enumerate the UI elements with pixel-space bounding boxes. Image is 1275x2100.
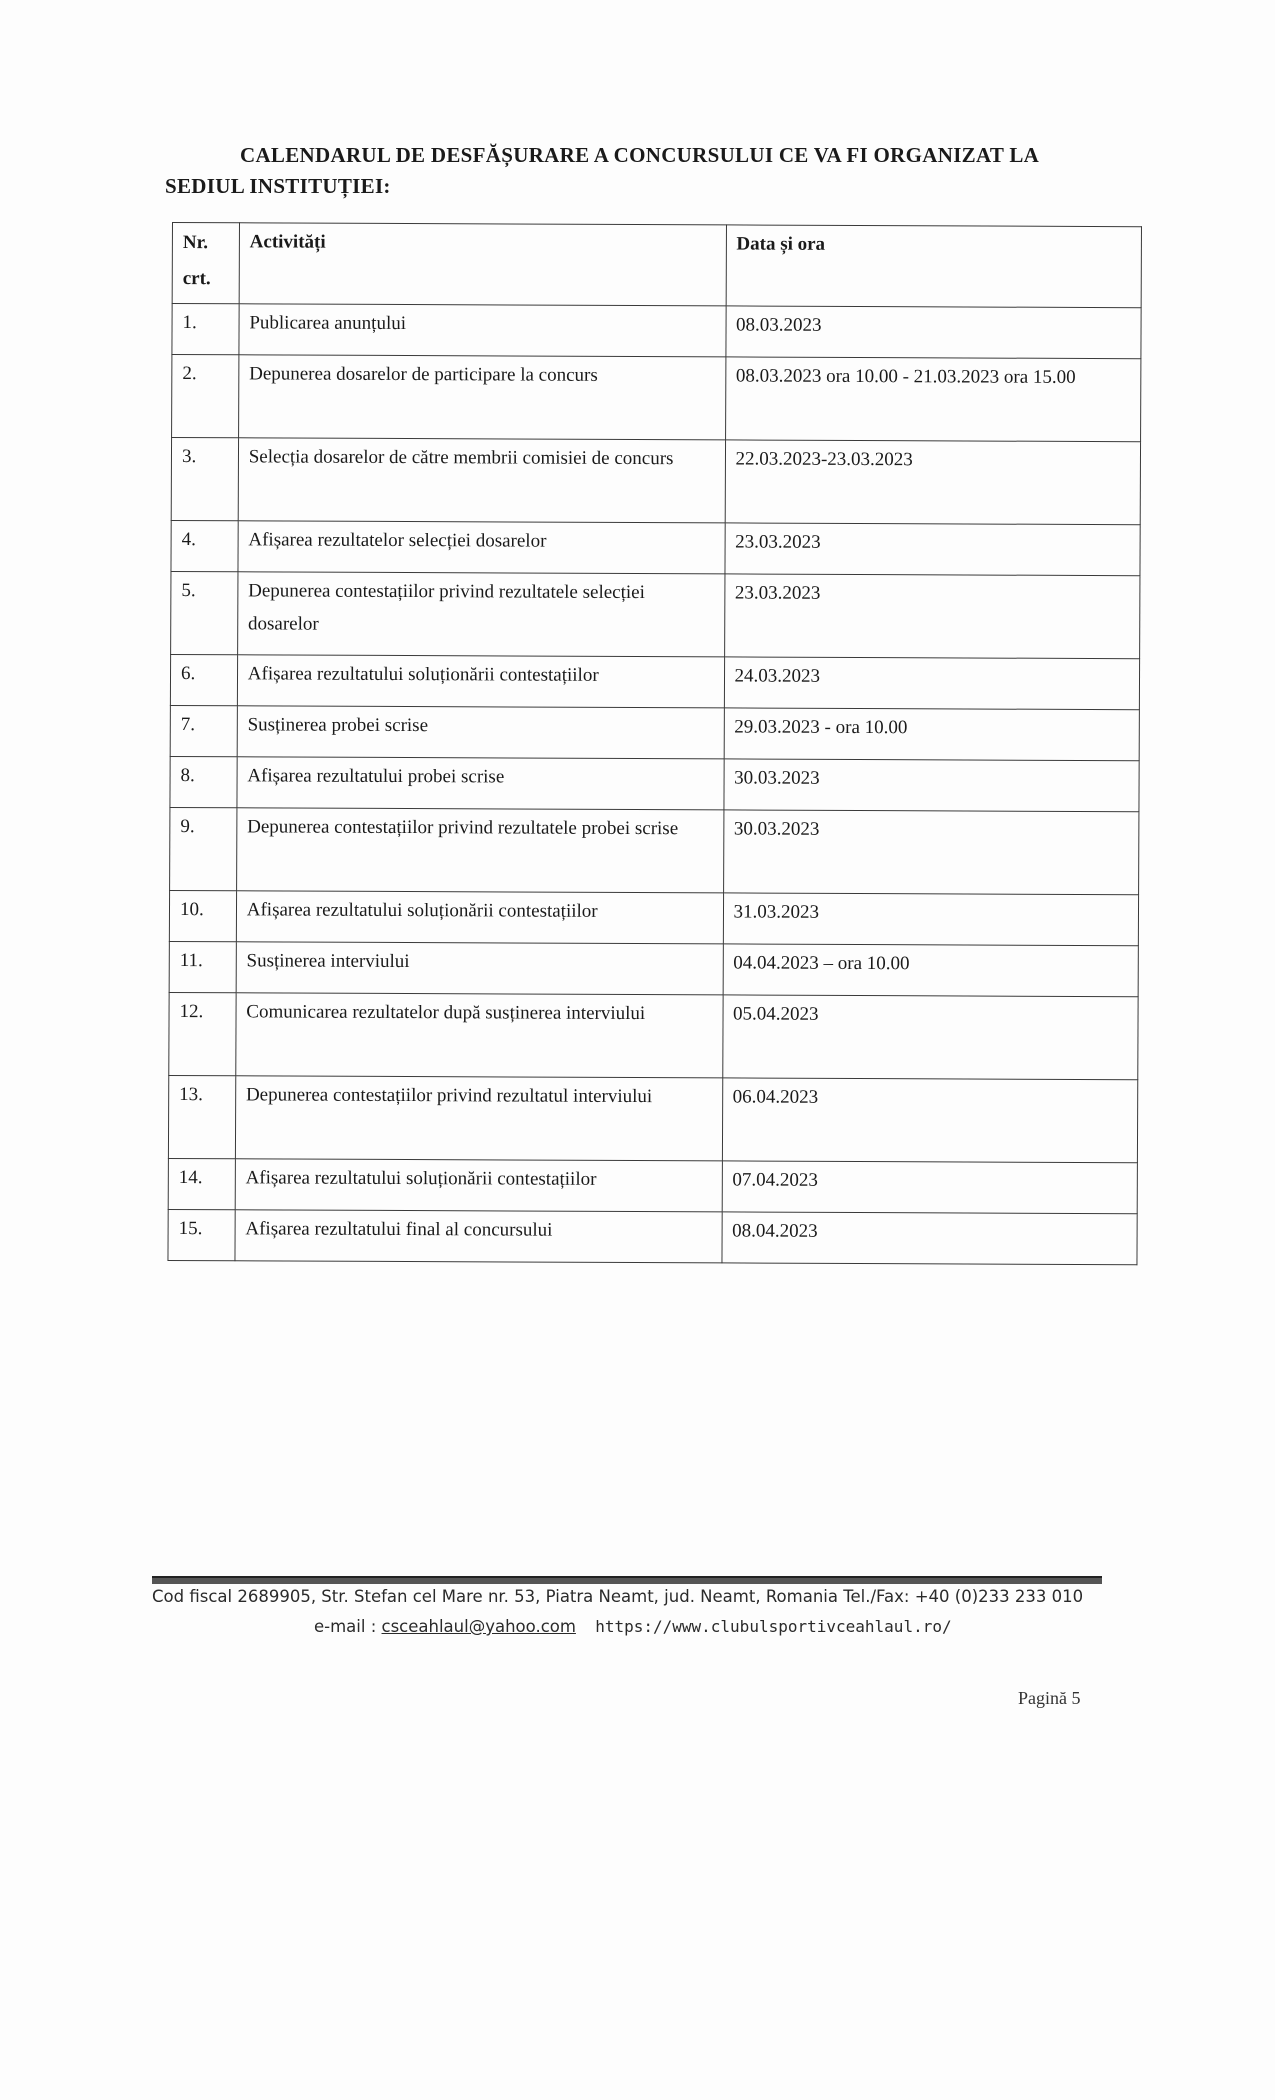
- row-nr: 7.: [170, 705, 237, 756]
- email-link[interactable]: csceahlaul@yahoo.com: [381, 1617, 576, 1636]
- row-nr: 6.: [170, 654, 237, 705]
- email-label: e-mail :: [314, 1617, 377, 1636]
- page-number: Pagină 5: [1018, 1688, 1081, 1708]
- row-nr: 10.: [169, 890, 236, 941]
- row-nr: 15.: [168, 1209, 235, 1260]
- footer-address: Cod fiscal 2689905, Str. Stefan cel Mare nr. 53, Piatra Neamt, jud. Neamt, Romania Tel./Fax: +40 (0)233 233 010: [152, 1587, 1084, 1606]
- row-activity: Afișarea rezultatului final al concursului: [235, 1210, 722, 1263]
- row-nr: 14.: [168, 1158, 235, 1209]
- table-row: [170, 654, 1139, 709]
- row-activity: Afișarea rezultatului soluționării contestațiilor: [235, 1159, 722, 1212]
- table-row: [171, 520, 1140, 575]
- row-nr: 13.: [168, 1075, 235, 1158]
- row-nr: 1.: [172, 304, 239, 355]
- table-row: [168, 1075, 1137, 1162]
- title-line-1: CALENDARUL DE DESFĂȘURARE A CONCURSULUI CE VA FI ORGANIZAT LA: [240, 143, 1040, 167]
- row-nr: 8.: [170, 756, 237, 807]
- table-row: [172, 304, 1141, 359]
- row-activity: Afișarea rezultatului soluționării contestațiilor: [236, 891, 723, 944]
- table-row: [171, 571, 1140, 658]
- row-nr: 12.: [169, 992, 236, 1075]
- row-date: 04.04.2023 – ora 10.00: [723, 944, 1139, 997]
- table-row: [172, 355, 1141, 442]
- document-title: [165, 140, 1125, 202]
- row-activity: Susținerea probei scrise: [237, 706, 724, 759]
- table-row: [170, 705, 1139, 760]
- row-date: 08.03.2023: [725, 306, 1141, 359]
- table-row: [170, 756, 1139, 811]
- row-date: 30.03.2023: [723, 810, 1139, 895]
- row-activity: Comunicarea rezultatelor după susținerea interviului: [236, 993, 723, 1078]
- row-nr: 2.: [172, 355, 239, 438]
- row-activity: Afișarea rezultatului soluționării contestațiilor: [237, 655, 724, 708]
- header-date: Data și ora: [726, 225, 1142, 308]
- footer-contact: [152, 1616, 1102, 1638]
- table-row: [168, 1158, 1137, 1213]
- row-date: 24.03.2023: [724, 657, 1140, 710]
- row-activity: Afișarea rezultatelor selecției dosarelor: [238, 521, 725, 574]
- row-date: 05.04.2023: [722, 995, 1138, 1080]
- row-activity: Depunerea contestațiilor privind rezultatele selecției dosarelor: [237, 572, 724, 657]
- row-date: 06.04.2023: [722, 1078, 1138, 1163]
- table-row: [168, 1209, 1137, 1264]
- row-date: 29.03.2023 - ora 10.00: [724, 708, 1140, 761]
- footer: [152, 1586, 1102, 1638]
- row-activity: Publicarea anunțului: [239, 304, 726, 357]
- table-row: [171, 438, 1140, 525]
- header-nr: Nr. crt.: [172, 223, 239, 304]
- schedule-table: [167, 222, 1142, 1265]
- table-row: [170, 807, 1139, 894]
- row-activity: Depunerea contestațiilor privind rezultatul interviului: [235, 1076, 722, 1161]
- footer-divider: [152, 1576, 1102, 1584]
- row-nr: 11.: [169, 941, 236, 992]
- header-activity: Activități: [239, 223, 726, 306]
- title-line-2: SEDIUL INSTITUȚIEI:: [165, 174, 391, 198]
- row-nr: 9.: [170, 807, 237, 890]
- row-date: 07.04.2023: [722, 1161, 1138, 1214]
- row-nr: 5.: [171, 571, 238, 654]
- row-date: 31.03.2023: [723, 893, 1139, 946]
- table-header-row: [172, 223, 1141, 308]
- table-row: [169, 941, 1138, 996]
- row-date: 08.04.2023: [721, 1212, 1137, 1265]
- row-date: 23.03.2023: [724, 523, 1140, 576]
- table-row: [169, 890, 1138, 945]
- row-activity: Depunerea contestațiilor privind rezultatele probei scrise: [236, 808, 723, 893]
- row-nr: 4.: [171, 520, 238, 571]
- row-nr: 3.: [171, 438, 238, 521]
- row-activity: Depunerea dosarelor de participare la concurs: [238, 355, 725, 440]
- row-activity: Selecția dosarelor de către membrii comisiei de concurs: [238, 438, 725, 523]
- row-date: 08.03.2023 ora 10.00 - 21.03.2023 ora 15.00: [725, 357, 1141, 442]
- row-activity: Susținerea interviului: [236, 942, 723, 995]
- row-date: 22.03.2023-23.03.2023: [725, 440, 1141, 525]
- row-activity: Afișarea rezultatului probei scrise: [237, 757, 724, 810]
- website-link[interactable]: https://www.clubulsportivceahlaul.ro/: [595, 1617, 952, 1636]
- row-date: 23.03.2023: [724, 574, 1140, 659]
- table-row: [169, 992, 1138, 1079]
- row-date: 30.03.2023: [723, 759, 1139, 812]
